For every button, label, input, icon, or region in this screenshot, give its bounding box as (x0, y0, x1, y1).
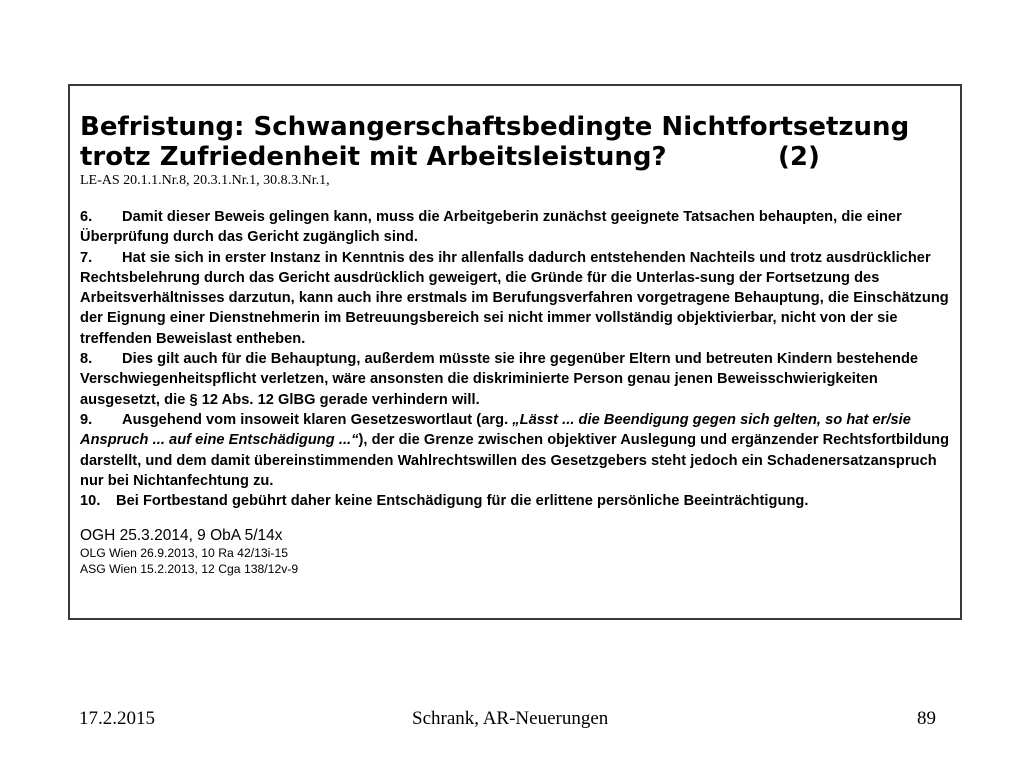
paragraph-text: Hat sie sich in erster Instanz in Kenntnis des ihr allenfalls dadurch entstehenden Nachteils und trotz ausdrücklicher Rechtsbelehrung durch das Gericht ausdrücklich geweigert, die Gründe für die Unterlas-sung der Fortsetzung des Arbeitsverhältnisses darzutun, kann auch ihre erstmals im Berufungsverfahren vorgetragene Behauptung, die Einschätzung der Eignung einer Dienstnehmerin im Betreuungsbereich sei nicht immer vollständig objektivierbar, nicht von der sie treffenden Beweislast entheben. (80, 249, 949, 347)
paragraph-text: Damit dieser Beweis gelingen kann, muss die Arbeitgeberin zunächst geeignete Tatsachen behaupten, die einer Überprüfung durch das Gericht zugänglich sind. (80, 209, 902, 246)
slide-content-frame (68, 84, 962, 620)
footer-author: Schrank, AR-Neuerungen (412, 708, 609, 729)
title-line-2 (80, 142, 952, 172)
paragraph-text: Dies gilt auch für die Behauptung, außerdem müsste sie ihre gegenüber Eltern und betreuten Kindern bestehende Verschwiegenheitspflicht verletzen, wäre ansonsten die diskriminierte Person genau jenen Beweisschwierigkeiten ausgesetzt, die § 12 Abs. 12 GlBG gerade verhindern will. (80, 351, 919, 408)
paragraph-6 (80, 207, 952, 248)
footer-page-number: 89 (917, 708, 936, 729)
paragraph-number: 8. (80, 351, 93, 368)
paragraph-number: 10. (80, 493, 101, 510)
paragraph-10 (80, 491, 952, 511)
paragraph-text-end: ), der die Grenze zwischen objektiver Auslegung und ergänzender Rechtsfortbildung darstellt, und dem damit übereinstimmenden Wahlrechtswillen des Gesetzgebers steht jedoch ein Schadenersatzanspruch nur bei Nichtanfechtung zu. (80, 432, 950, 489)
slide-content (80, 112, 952, 577)
footer-date: 17.2.2015 (79, 708, 155, 729)
paragraph-text-start: Ausgehend vom insoweit klaren Gesetzeswortlaut (arg. (122, 411, 513, 428)
paragraph-9 (80, 410, 952, 491)
title-part-number: (2) (778, 142, 820, 172)
paragraph-8 (80, 349, 952, 410)
paragraph-text: Bei Fortbestand gebührt daher keine Entschädigung für die erlittene persönliche Beeinträchtigung. (116, 493, 809, 510)
slide-title (80, 112, 952, 172)
title-line-2-text: trotz Zufriedenheit mit Arbeitsleistung? (80, 142, 667, 172)
title-line-1: Befristung: Schwangerschaftsbedingte Nichtfortsetzung (80, 112, 910, 142)
paragraph-number: 9. (80, 411, 93, 428)
citation-ogh: OGH 25.3.2014, 9 ObA 5/14x (80, 527, 283, 545)
citation-olg: OLG Wien 26.9.2013, 10 Ra 42/13i-15 (80, 546, 288, 561)
statute-quote: „Lässt ... die Beendigung gegen sich gelten, so hat er/sie Anspruch ... auf eine Entschädigung ...“ (80, 411, 911, 449)
paragraph-number: 7. (80, 249, 93, 266)
le-as-references: LE-AS 20.1.1.Nr.8, 20.3.1.Nr.1, 30.8.3.Nr.1, (80, 173, 330, 188)
paragraph-number: 6. (80, 209, 93, 225)
paragraph-7 (80, 248, 952, 349)
citation-asg: ASG Wien 15.2.2013, 12 Cga 138/12v-9 (80, 562, 299, 577)
